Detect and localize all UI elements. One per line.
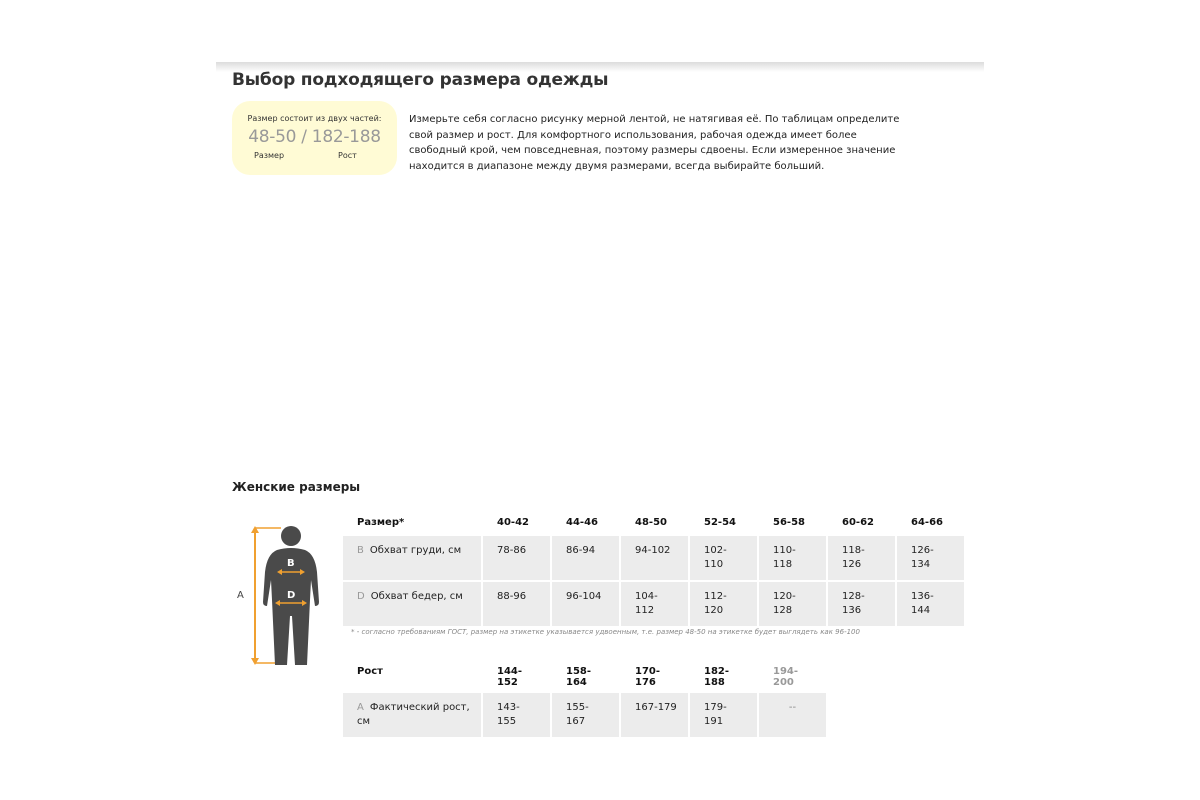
row-label-text: Обхват груди, см: [369, 545, 462, 556]
table-cell: 78-86: [483, 536, 550, 580]
size-column-header: 40-42: [483, 514, 550, 534]
sizes-table-header: [343, 514, 964, 534]
height-header-label: Рост: [343, 661, 481, 691]
height-column-header: 158- 164: [552, 661, 619, 691]
table-row-chest: [343, 536, 964, 580]
table-cell: --: [759, 693, 826, 737]
table-cell: 118- 126: [828, 536, 895, 580]
size-card-caption: Размер состоит из двух частей:: [247, 114, 382, 123]
size-column-header: 60-62: [828, 514, 895, 534]
size-column-header: 44-46: [552, 514, 619, 534]
body-measurement-figure: [233, 520, 333, 670]
table-cell: 143- 155: [483, 693, 550, 737]
table-cell: 104- 112: [621, 582, 688, 626]
row-letter: A: [357, 702, 364, 713]
table-cell: 88-96: [483, 582, 550, 626]
page-title: Выбор подходящего размера одежды: [232, 70, 609, 90]
intro-text: Измерьте себя согласно рисунку мерной лентой, не натягивая её. По таблицам определите свой размер и рост. Для комфортного использования, рабочая одежда имеет более свободный крой, чем повседневная, поэтому размеры сдвоены. Если измеренное значение находится в диапазоне между двумя размерами, всегда выбирайте больший.: [409, 114, 900, 172]
table-cell: 179- 191: [690, 693, 757, 737]
height-table-header: [343, 661, 826, 691]
height-column-header: 170- 176: [621, 661, 688, 691]
height-column-header: 144- 152: [483, 661, 550, 691]
size-column-header: 56-58: [759, 514, 826, 534]
size-column-header: 64-66: [897, 514, 964, 534]
gost-footnote: * - согласно требованиям ГОСТ, размер на этикетке указывается удвоенным, т.е. размер 48-50 на этикетке будет выглядеть как 96-100: [351, 628, 860, 636]
size-card-height-label: Рост: [338, 151, 357, 160]
row-label-chest: [343, 536, 481, 580]
size-explainer-card: [232, 101, 397, 175]
figure-label-a: A: [237, 590, 244, 601]
sizes-header-label: Размер*: [343, 514, 481, 534]
size-card-size-label: Размер: [254, 151, 285, 160]
row-label-height: [343, 693, 481, 737]
height-column-header-disabled: 194- 200: [759, 661, 826, 691]
size-column-header: 48-50: [621, 514, 688, 534]
row-label-text: Обхват бедер, см: [370, 591, 463, 602]
size-card-example: 48-50 / 182-188: [248, 127, 381, 147]
row-letter: B: [357, 545, 364, 556]
table-cell: 102- 110: [690, 536, 757, 580]
table-cell: 86-94: [552, 536, 619, 580]
table-cell: 126- 134: [897, 536, 964, 580]
row-label-hips: [343, 582, 481, 626]
size-column-header: 52-54: [690, 514, 757, 534]
figure-label-b: B: [287, 558, 295, 569]
height-column-header: 182- 188: [690, 661, 757, 691]
section-title-women: Женские размеры: [232, 480, 361, 494]
table-cell: 128- 136: [828, 582, 895, 626]
table-row-hips: [343, 582, 964, 626]
height-table: [341, 659, 828, 739]
table-cell: 112- 120: [690, 582, 757, 626]
row-label-text: Фактический рост, см: [357, 702, 470, 727]
sizes-table: [341, 512, 966, 628]
table-cell: 155- 167: [552, 693, 619, 737]
figure-label-d: D: [287, 590, 296, 601]
table-cell: 167-179: [621, 693, 688, 737]
table-cell: 96-104: [552, 582, 619, 626]
table-cell: 120- 128: [759, 582, 826, 626]
table-cell: 110- 118: [759, 536, 826, 580]
table-cell: 94-102: [621, 536, 688, 580]
table-row-height: [343, 693, 826, 737]
table-cell: 136- 144: [897, 582, 964, 626]
row-letter: D: [357, 591, 365, 602]
